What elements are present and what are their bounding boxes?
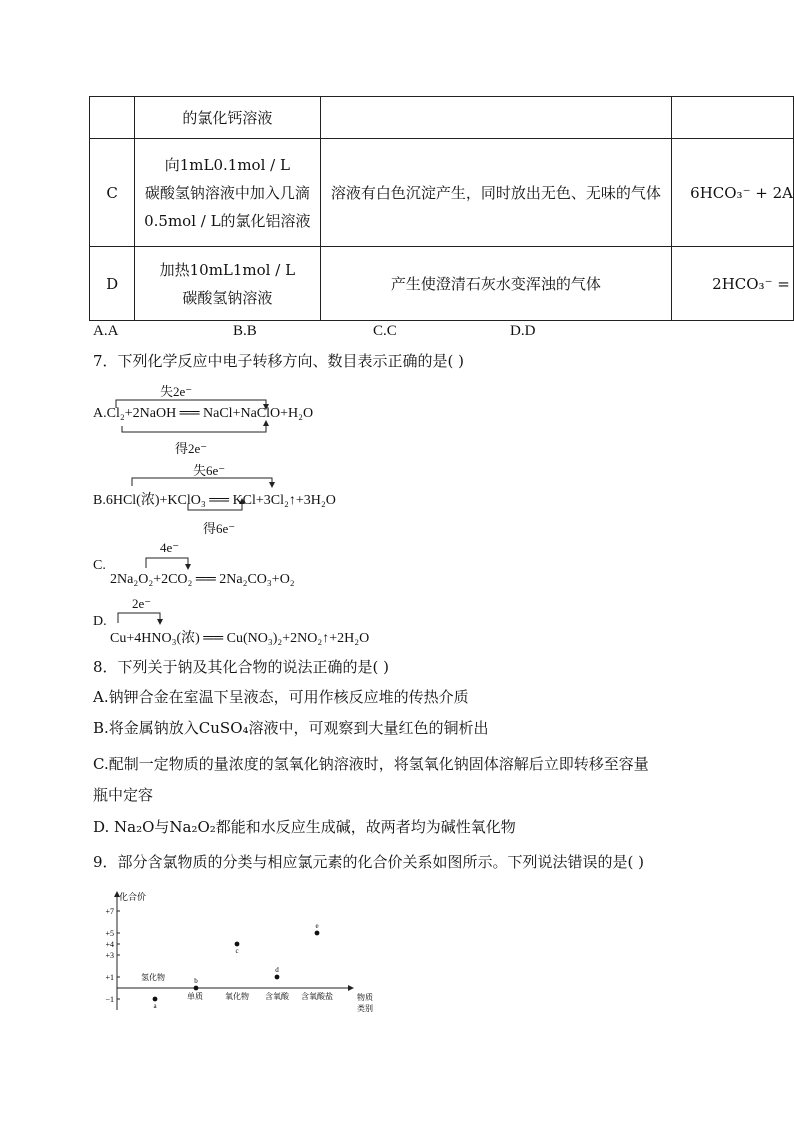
q7b-bottom-label: 得6e⁻ — [203, 521, 236, 536]
q7a-bottom-label: 得2e⁻ — [175, 441, 208, 456]
q7d-letter: D. — [93, 614, 107, 629]
q6-option-d: D.D — [510, 323, 536, 339]
q7a-top-label: 失2e⁻ — [160, 384, 193, 399]
table-row — [90, 97, 794, 139]
q7a-equation: Cl₂+2NaOH ══ NaCl+NaClO+H₂O — [106, 406, 314, 421]
row-b-equation-cell — [672, 97, 794, 139]
row-c-equation: 6HCO₃⁻ + 2A — [672, 139, 794, 247]
data-point-label: a — [153, 1002, 157, 1010]
data-point-label: b — [194, 977, 198, 985]
q6-option-b: B.B — [233, 323, 257, 339]
data-point-a — [153, 997, 158, 1002]
q7c-arrow — [110, 554, 230, 574]
row-d-equation: 2HCO₃⁻ = — [672, 247, 794, 321]
q7b-equation: 6HCl(浓)+KClO₃ ══ KCl+3Cl₂↑+3H₂O — [105, 493, 336, 508]
q8-option-b: B.将金属钠放入CuSO₄溶液中，可观察到大量红色的铜析出 — [93, 719, 489, 737]
x-axis-title-2: 类别 — [357, 1004, 373, 1013]
data-point-e — [315, 931, 320, 936]
table-row — [90, 139, 794, 247]
x-axis-arrow — [348, 985, 354, 991]
row-d-procedure-line2: 碳酸氢钠溶液 — [182, 288, 273, 307]
data-point-label: e — [315, 922, 319, 930]
x-category-label: 氢化物 — [141, 973, 165, 982]
row-c-procedure-line1: 向1mL0.1mol / L — [164, 155, 290, 174]
q8-option-a: A.钠钾合金在室温下呈液态，可用作核反应堆的传热介质 — [93, 688, 469, 706]
x-axis-title-1: 物质 — [357, 993, 373, 1002]
valence-chart — [95, 888, 395, 1018]
x-category-label: 单质 — [187, 992, 203, 1001]
y-tick-label: +4 — [105, 940, 114, 949]
q9-stem: 9．部分含氯物质的分类与相应氯元素的化合价关系如图所示。下列说法错误的是( ) — [93, 853, 645, 871]
data-point-c — [235, 942, 240, 947]
q7a-letter: A. — [93, 406, 107, 421]
y-tick-label: −1 — [105, 995, 114, 1004]
q7b-top-label: 失6e⁻ — [193, 463, 226, 478]
row-d-label: D — [90, 247, 135, 321]
q6-option-c: C.C — [373, 323, 397, 339]
q8-option-c-line2: 瓶中定容 — [93, 786, 154, 804]
row-d-procedure-line1: 加热10mL1mol / L — [159, 260, 296, 279]
q8-stem: 8．下列关于钠及其化合物的说法正确的是( ) — [93, 658, 390, 676]
row-d-phenomenon: 产生使澄清石灰水变浑浊的气体 — [320, 247, 672, 321]
q7b-letter: B. — [93, 493, 106, 508]
q8-option-d: D. Na₂O与Na₂O₂都能和水反应生成碱，故两者均为碱性氧化物 — [93, 818, 516, 836]
row-c-procedure-line3: 0.5mol / L的氯化铝溶液 — [144, 211, 311, 230]
q7d-top-label: 2e⁻ — [132, 596, 152, 611]
q7-stem: 7．下列化学反应中电子转移方向、数目表示正确的是( ) — [93, 352, 465, 370]
row-c-phenomenon: 溶液有白色沉淀产生，同时放出无色、无味的气体 — [320, 139, 672, 247]
q7d-arrow — [110, 609, 190, 629]
row-b-procedure: 的氯化钙溶液 — [135, 97, 320, 139]
experiment-table — [89, 96, 794, 321]
data-point-d — [275, 975, 280, 980]
y-tick-label: +1 — [105, 973, 114, 982]
y-tick-label: +3 — [105, 951, 114, 960]
q7a-option — [93, 406, 313, 422]
row-c-procedure-line2: 碳酸氢钠溶液中加入几滴 — [144, 183, 310, 202]
q6-option-a: A.A — [93, 323, 119, 339]
row-c-procedure — [135, 139, 320, 247]
q7c-letter: C. — [93, 558, 106, 573]
data-point-label: d — [275, 966, 279, 974]
y-tick-label: +5 — [105, 929, 114, 938]
q7c-equation: 2Na₂O₂+2CO₂ ══ 2Na₂CO₃+O₂ — [110, 572, 295, 587]
x-category-label: 含氧酸盐 — [301, 992, 333, 1001]
row-b-label-cell — [90, 97, 135, 139]
data-point-b — [194, 986, 199, 991]
row-b-phenomenon-cell — [320, 97, 672, 139]
row-c-label: C — [90, 139, 135, 247]
q7b-option — [93, 489, 336, 509]
q8-option-c-line1: C.配制一定物质的量浓度的氢氧化钠溶液时，将氢氧化钠固体溶解后立即转移至容量 — [93, 755, 649, 773]
x-category-label: 氧化物 — [225, 992, 249, 1001]
q7d-equation: Cu+4HNO₃(浓) ══ Cu(NO₃)₂+2NO₂↑+2H₂O — [110, 631, 370, 646]
data-point-label: c — [235, 947, 239, 955]
y-tick-label: +7 — [105, 907, 114, 916]
q7c-top-label: 4e⁻ — [160, 540, 180, 555]
table-row — [90, 247, 794, 321]
row-d-procedure — [135, 247, 320, 321]
x-category-label: 含氧酸 — [265, 992, 289, 1001]
y-axis-title: 化合价 — [119, 892, 147, 902]
